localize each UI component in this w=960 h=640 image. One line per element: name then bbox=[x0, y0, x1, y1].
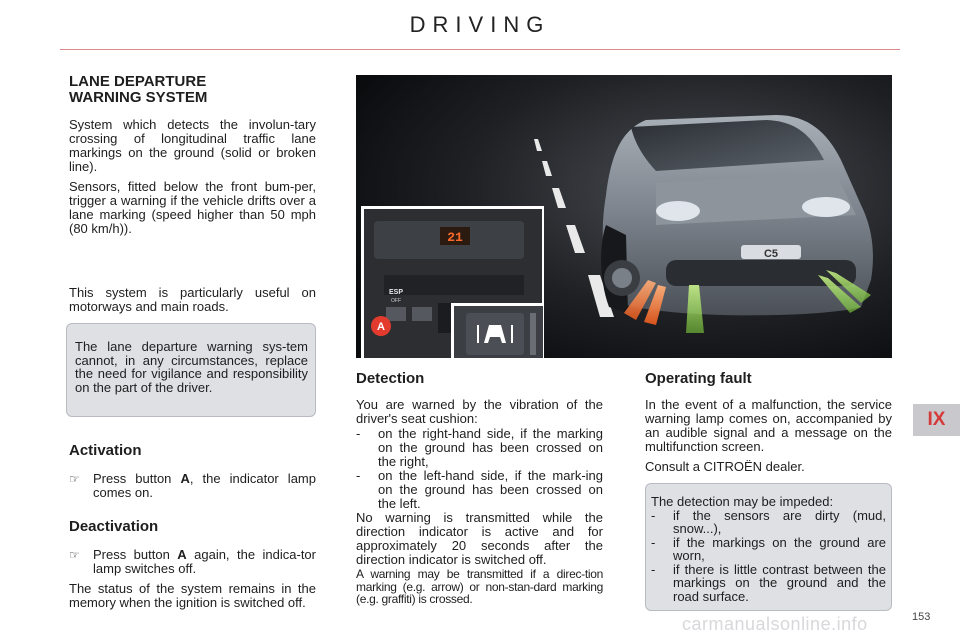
activation-heading: Activation bbox=[69, 442, 142, 459]
activation-text-before: Press button bbox=[93, 471, 181, 486]
impeded-item bbox=[651, 509, 886, 536]
activation-block bbox=[69, 443, 316, 500]
deactivation-block bbox=[69, 519, 316, 616]
impeded-item bbox=[651, 563, 886, 604]
button-a-badge: A bbox=[377, 321, 385, 333]
dash-marker: - bbox=[356, 468, 361, 483]
esp-label: ESP bbox=[388, 289, 404, 296]
detection-item-text: on the left-hand side, if the mark-ing on the ground has been crossed on the left. bbox=[378, 468, 603, 511]
pointing-hand-icon: ☞ bbox=[69, 472, 80, 486]
car-illustration bbox=[356, 75, 892, 358]
detection-column bbox=[356, 371, 603, 612]
chapter-tab: IX bbox=[913, 404, 960, 436]
memory-paragraph: The status of the system remains in the memory when the ignition is switched off. bbox=[69, 581, 316, 610]
small-print-paragraph: A warning may be transmitted if a direc-tion marking (e.g. arrow) or non-stan-dard marking (e.g. graffiti) is crossed. bbox=[356, 567, 603, 606]
activation-text bbox=[93, 472, 316, 500]
sensor-paragraph: Sensors, fitted below the front bum-per, trigger a warning if the vehicle drifts over a lane marking (speed higher than 50 mph (80 km/h)). bbox=[69, 179, 316, 236]
pointing-hand-icon: ☞ bbox=[69, 548, 80, 562]
deactivation-heading: Deactivation bbox=[69, 518, 159, 535]
warning-note bbox=[66, 323, 316, 417]
esp-off-label: OFF bbox=[391, 298, 401, 304]
impeded-item-text: if there is little contrast between the markings on the ground and the road surface. bbox=[673, 561, 886, 604]
impeded-intro: The detection may be impeded: bbox=[651, 494, 834, 509]
fault-column bbox=[645, 371, 892, 480]
model-badge: C5 bbox=[763, 248, 779, 260]
page-number: 153 bbox=[912, 611, 931, 623]
section-title-line2: WARNING SYSTEM bbox=[69, 89, 208, 106]
header-rule bbox=[60, 49, 900, 50]
climate-display: 21 bbox=[447, 230, 463, 245]
left-column bbox=[69, 74, 316, 320]
usage-paragraph: This system is particularly useful on motorways and main roads. bbox=[69, 285, 316, 314]
deactivation-text-after: again, the indica-tor lamp switches off. bbox=[93, 547, 316, 576]
warning-note-text: The lane departure warning sys-tem cannot, in any circumstances, replace the need for vigilance and responsibility on the part of the driver. bbox=[75, 339, 308, 395]
fault-heading: Operating fault bbox=[645, 370, 752, 387]
activation-step bbox=[69, 472, 316, 500]
dash-marker: - bbox=[651, 534, 656, 550]
deactivation-text bbox=[93, 548, 316, 576]
impeded-item-text: if the markings on the ground are worn, bbox=[673, 534, 886, 563]
detection-heading: Detection bbox=[356, 370, 425, 387]
detection-item-right bbox=[356, 427, 603, 469]
button-a-ref: A bbox=[177, 547, 187, 562]
detection-impeded-note bbox=[645, 483, 892, 611]
button-a-ref: A bbox=[180, 471, 190, 486]
impeded-item bbox=[651, 536, 886, 563]
impeded-item-text: if the sensors are dirty (mud, snow...), bbox=[673, 507, 886, 536]
fault-paragraph: In the event of a malfunction, the service warning lamp comes on, accompanied by an audible signal and a message on the multifunction screen. bbox=[645, 397, 892, 454]
activation-text-after: , the indicator lamp comes on. bbox=[93, 471, 316, 500]
watermark: carmanualsonline.info bbox=[682, 614, 868, 634]
dash-marker: - bbox=[651, 507, 656, 523]
deactivation-text-before: Press button bbox=[93, 547, 178, 562]
detection-intro: You are warned by the vibration of the driver's seat cushion: bbox=[356, 397, 603, 426]
dash-marker: - bbox=[651, 561, 656, 577]
consult-paragraph: Consult a CITROËN dealer. bbox=[645, 459, 805, 474]
deactivation-step bbox=[69, 548, 316, 576]
section-title bbox=[69, 74, 316, 106]
section-title-line1: LANE DEPARTURE bbox=[69, 73, 207, 90]
dash-marker: - bbox=[356, 426, 361, 441]
detection-item-text: on the right-hand side, if the marking on the ground has been crossed on the right, bbox=[378, 426, 603, 469]
detection-item-left bbox=[356, 469, 603, 511]
car-photo bbox=[356, 75, 892, 358]
no-warning-paragraph: No warning is transmitted while the direction indicator is active and for approximately 20 seconds after the direction indicator is switched off. bbox=[356, 510, 603, 567]
intro-paragraph: System which detects the involun-tary crossing of longitudinal traffic lane markings on the ground (solid or broken line). bbox=[69, 117, 316, 174]
page-title: DRIVING bbox=[409, 12, 551, 37]
